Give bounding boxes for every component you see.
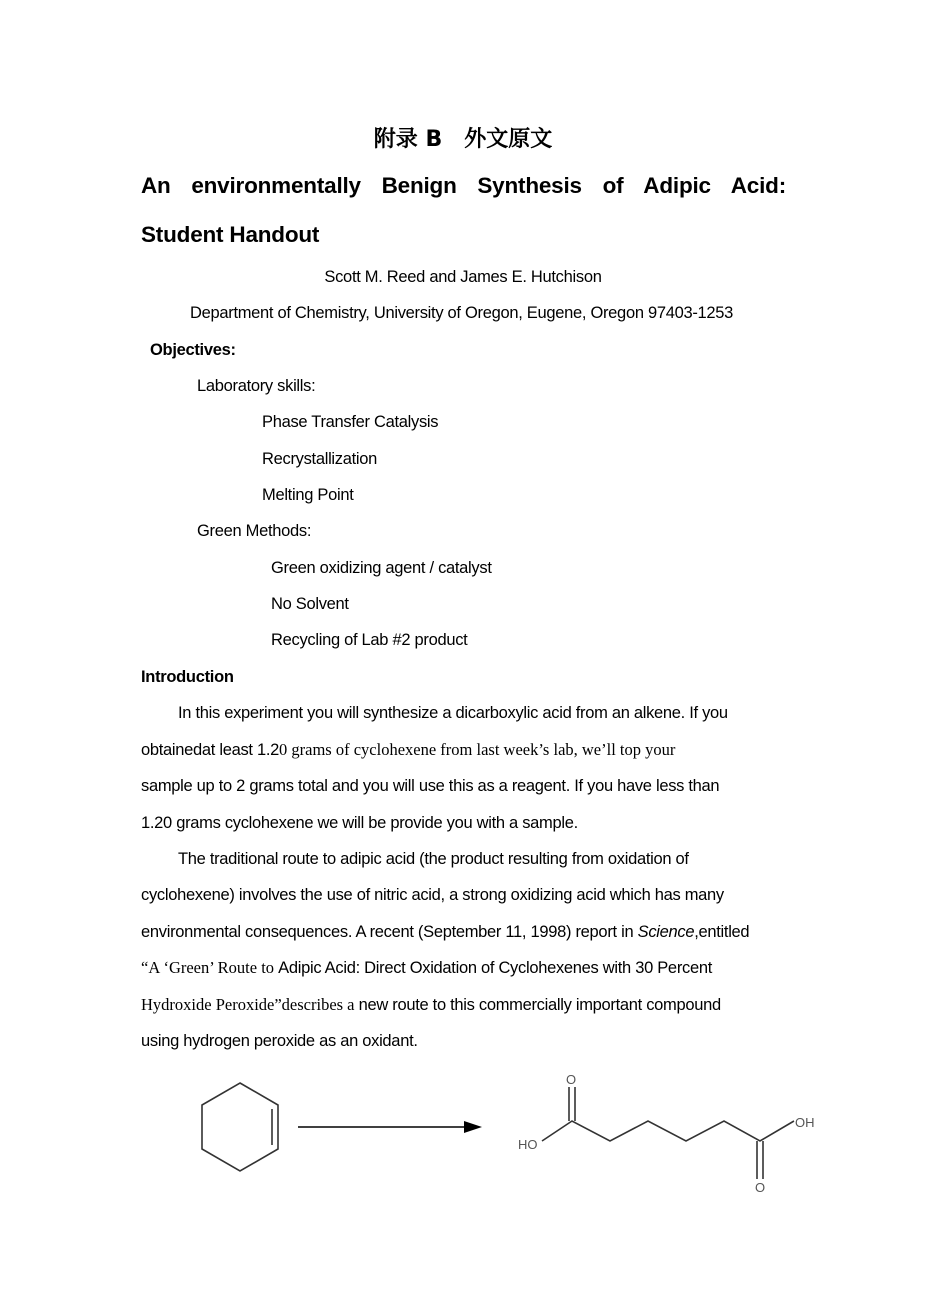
intro-text-sans: new route to this commercially important compound — [358, 996, 721, 1014]
intro-p2-line — [141, 995, 721, 1015]
intro-text-serif: 0 grams of cyclohexene from last week’s lab, we’ll top your — [279, 740, 676, 759]
intro-p1-line: sample up to 2 grams total and you will use this as a reagent. If you have less than — [141, 777, 720, 795]
arrow-head — [464, 1121, 482, 1133]
intro-text: environmental consequences. A recent (September 11, 1998) report in — [141, 923, 638, 941]
objectives-heading: Objectives: — [150, 341, 236, 359]
adipic-acid-structure — [542, 1087, 794, 1179]
cyclohexene-structure — [202, 1083, 278, 1171]
intro-text-sans: Adipic Acid: Direct Oxidation of Cyclohexenes with 30 Percent — [278, 959, 712, 977]
atom-label-ho: HO — [518, 1137, 538, 1152]
title-line-2: Student Handout — [141, 222, 320, 247]
green-method-item: Green oxidizing agent / catalyst — [271, 559, 492, 577]
introduction-heading: Introduction — [141, 668, 234, 686]
intro-p2-line: cyclohexene) involves the use of nitric acid, a strong oxidizing acid which has many — [141, 886, 724, 904]
atom-label-oh: OH — [795, 1115, 815, 1130]
cyclohexene-ring — [202, 1083, 278, 1171]
carbon-chain — [542, 1121, 794, 1141]
intro-p2-line — [141, 958, 712, 978]
authors: Scott M. Reed and James E. Hutchison — [324, 268, 602, 286]
green-method-item: Recycling of Lab #2 product — [271, 631, 468, 649]
intro-text-serif: Hydroxide Peroxide”describes a — [141, 995, 359, 1014]
intro-p2-line: The traditional route to adipic acid (the product resulting from oxidation of — [178, 850, 689, 868]
atom-label-o-top: O — [566, 1072, 577, 1087]
intro-p1-line: In this experiment you will synthesize a dicarboxylic acid from an alkene. If you — [178, 704, 728, 722]
intro-text-serif: “A ‘Green’ Route to — [141, 958, 279, 977]
appendix-heading: 附录 B 外文原文 — [373, 127, 553, 152]
intro-text: ,entitled — [694, 923, 750, 941]
intro-p2-line — [141, 922, 749, 942]
reaction-arrow — [298, 1121, 482, 1133]
intro-p1-line: 1.20 grams cyclohexene we will be provide you with a sample. — [141, 814, 578, 832]
green-methods-label: Green Methods: — [197, 522, 312, 540]
title-line-1: An environmentally Benign Synthesis of Adipic Acid: — [141, 173, 786, 198]
intro-text-sans: obtainedat least 1.2 — [141, 741, 280, 759]
lab-skill-item: Melting Point — [262, 486, 354, 504]
atom-label-o-bottom: O — [755, 1180, 766, 1195]
lab-skill-item: Recrystallization — [262, 450, 378, 468]
intro-p1-line — [141, 740, 675, 760]
intro-p2-line: using hydrogen peroxide as an oxidant. — [141, 1032, 418, 1050]
reaction-scheme — [180, 1065, 840, 1205]
lab-skill-item: Phase Transfer Catalysis — [262, 413, 439, 431]
green-method-item: No Solvent — [271, 595, 349, 613]
lab-skills-label: Laboratory skills: — [197, 377, 316, 395]
journal-name: Science — [637, 923, 695, 941]
affiliation: Department of Chemistry, University of Oregon, Eugene, Oregon 97403-1253 — [190, 304, 734, 322]
